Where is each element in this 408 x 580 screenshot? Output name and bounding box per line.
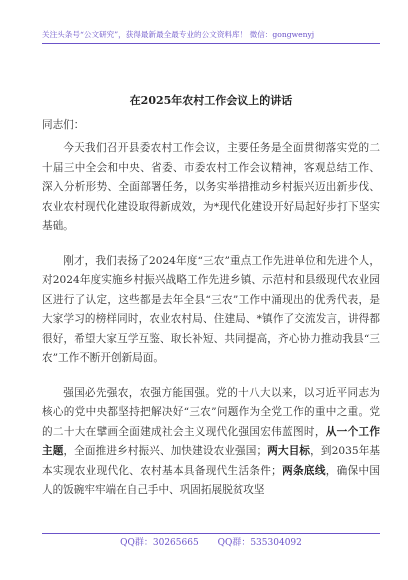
header-note: 关注头条号“公文研究”，获得最新最全最专业的公文资料库！ 微信：gongwenyj (42, 30, 315, 39)
bold-phrase: 从一个工作主题 (42, 425, 380, 457)
bold-phrase: 两条底线 (281, 464, 326, 477)
footer-qq-group-2: QQ群：535304092 (217, 538, 302, 548)
paragraph-text: ，确保中国人的饭碗牢牢端在自己手中、巩固拓展脱贫攻坚 (42, 464, 381, 496)
paragraph-list (42, 139, 380, 501)
footer (42, 533, 380, 547)
paragraph-text: 刚才，我们表扬了2024年度“三农”重点工作先进单位和先进个人，对2024年度实施乡村振兴战略工作先进乡镇、示范村和县级现代农业园区进行了认定，这些都是去年全县“三农”工作中涌现出的优秀代表，是大家学习的榜样同时，农业农村局、住建局、*镇作了交流发言，讲得都很好，希望大家互学互鉴、取长补短、共同提高，齐心协力推动我县“三农”工作不断开创新局面。 (42, 254, 380, 364)
paragraph-text: 今天我们召开县委农村工作会议，主要任务是全面贯彻落实党的二十届三中全会和中央、省委、市委农村工作会议精神，客观总结工作、深入分析形势、全面部署任务，以务实举措推动乡村振兴迈出新步伐、农业农村现代化建设取得新成效，为*现代化建设开好局起好步打下坚实基础。 (42, 142, 380, 232)
header-divider (42, 43, 380, 44)
body-paragraph (42, 384, 380, 501)
body-paragraph (42, 252, 380, 369)
paragraph-text: ，到2035年基本实现农业现代化、农村基本具备现代生活条件； (42, 445, 381, 477)
footer-divider (42, 533, 380, 534)
document-body (42, 116, 380, 516)
bold-phrase: 两大目标 (267, 445, 311, 457)
paragraph-text: 强国必先强农，农强方能国强。党的十八大以来，以习近平同志为核心的党中央都坚持把解决好“三农”问题作为全党工作的重中之重。党的二十大在擘画全面建成社会主义现代化强国宏伟蓝图时， (42, 386, 380, 438)
footer-contacts (42, 535, 380, 548)
paragraph-text: ，全面推进乡村振兴、加快建设农业强国； (63, 445, 268, 457)
document-title: 在2025年农村工作会议上的讲话 (129, 94, 293, 107)
footer-qq-group-1: QQ群：30265665 (120, 538, 199, 548)
salutation: 同志们： (42, 119, 85, 131)
body-paragraph (42, 139, 380, 237)
document-page (42, 0, 380, 580)
